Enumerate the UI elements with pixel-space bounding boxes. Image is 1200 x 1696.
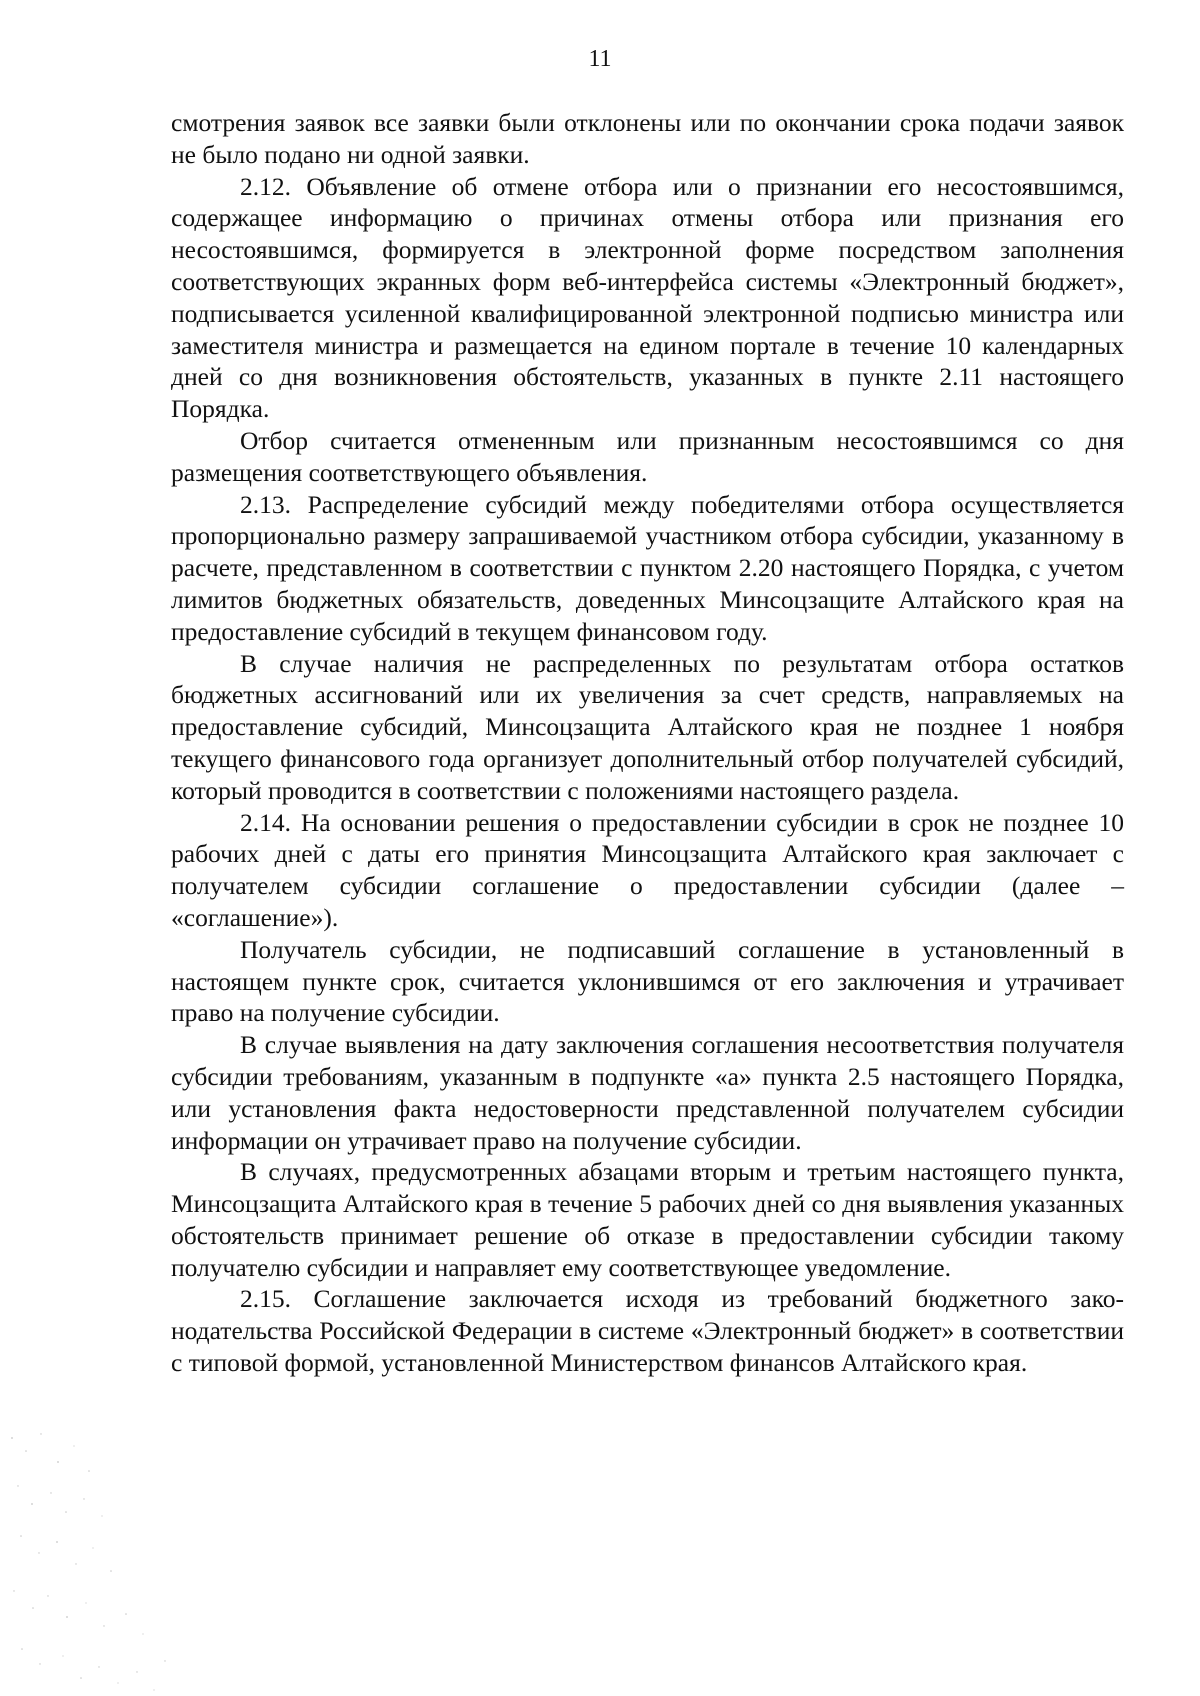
paragraph-2-15: 2.15. Соглашение заключается исходя из требований бюджетного законодательства Российской Федерации в системе «Электронный бюджет» в соответствии с типовой формой, установленной Министерством финансов Алтайского края. xyxy=(171,1284,1124,1378)
paragraph-continuation: смотрения заявок все заявки были отклонены или по окончании срока подачи заявок не было подано ни одной заявки. xyxy=(171,108,1124,169)
paragraph-recipient-refusal: Получатель субсидии, не подписавший соглашение в установленный в настоящем пункте срок, считается уклонившимся от его заключения и утрачивает право на получение субсидии. xyxy=(171,934,1124,1028)
page-number: 11 xyxy=(588,46,612,72)
scan-noise-decoration xyxy=(0,1420,190,1696)
paragraph-additional-selection: В случае наличия не распределенных по результатам отбора остатков бюджетных ассигнований или их увеличения за счет средств, направляемых на предоставление субсидий, Минсоцзащита Алтайского края не позднее 1 ноября текущего финансового года организует дополнительный отбор получателей субсидий, который проводится в соответствии с положениями настоящего раздела. xyxy=(171,648,1124,805)
paragraph-cancellation-effect: Отбор считается отмененным или признанным несостоявшимся со дня размещения соответствующего объявления. xyxy=(171,425,1124,487)
paragraph-2-13: 2.13. Распределение субсидий между победителями отбора осуществляется пропорционально размеру запрашиваемой участником отбора субсидии, указанному в расчете, представленном в соответствии с пунктом 2.20 настоящего Порядка, с учетом лимитов бюджетных обязательств, доведенных Минсоцзащите Алтайского края на предоставление субсидий в текущем финансовом году. xyxy=(171,489,1124,646)
paragraph-2-12: 2.12. Объявление об отмене отбора или о признании его несостоявшимся, содержащее информацию о причинах отмены отбора или признания его несостоявшимся, формируется в электронной форме посредством заполнения соответствующих экранных форм веб-интерфейса системы «Электронный бюджет», подписывается усиленной квалифицированной электронной подписью министра или заместителя министра и размещается на едином портале в течение 10 календарных дней со дня возникновения обстоятельств, указанных в пункте 2.11 настоящего Порядка. xyxy=(171,171,1124,424)
document-body xyxy=(171,107,1124,1379)
paragraph-nonconformity: В случае выявления на дату заключения соглашения несоответствия получателя субсидии требованиям, указанным в подпункте «а» пункта 2.5 настоящего Порядка, или установления факта недостоверности представленной получателем субсидии информации он утрачивает право на получение субсидии. xyxy=(171,1030,1124,1155)
paragraph-refusal-decision: В случаях, предусмотренных абзацами вторым и третьим настоящего пункта, Минсоцзащита Алтайского края в течение 5 рабочих дней со дня выявления указанных обстоятельств принимает решение об отказе в предоставлении субсидии такому получателю субсидии и направляет ему соответствующее уведомление. xyxy=(171,1157,1124,1282)
paragraph-2-14: 2.14. На основании решения о предоставлении субсидии в срок не позднее 10 рабочих дней с даты его принятия Минсоцзащита Алтайского края заключает с получателем субсидии соглашение о предоставлении субсидии (далее – «соглашение»). xyxy=(171,807,1124,932)
